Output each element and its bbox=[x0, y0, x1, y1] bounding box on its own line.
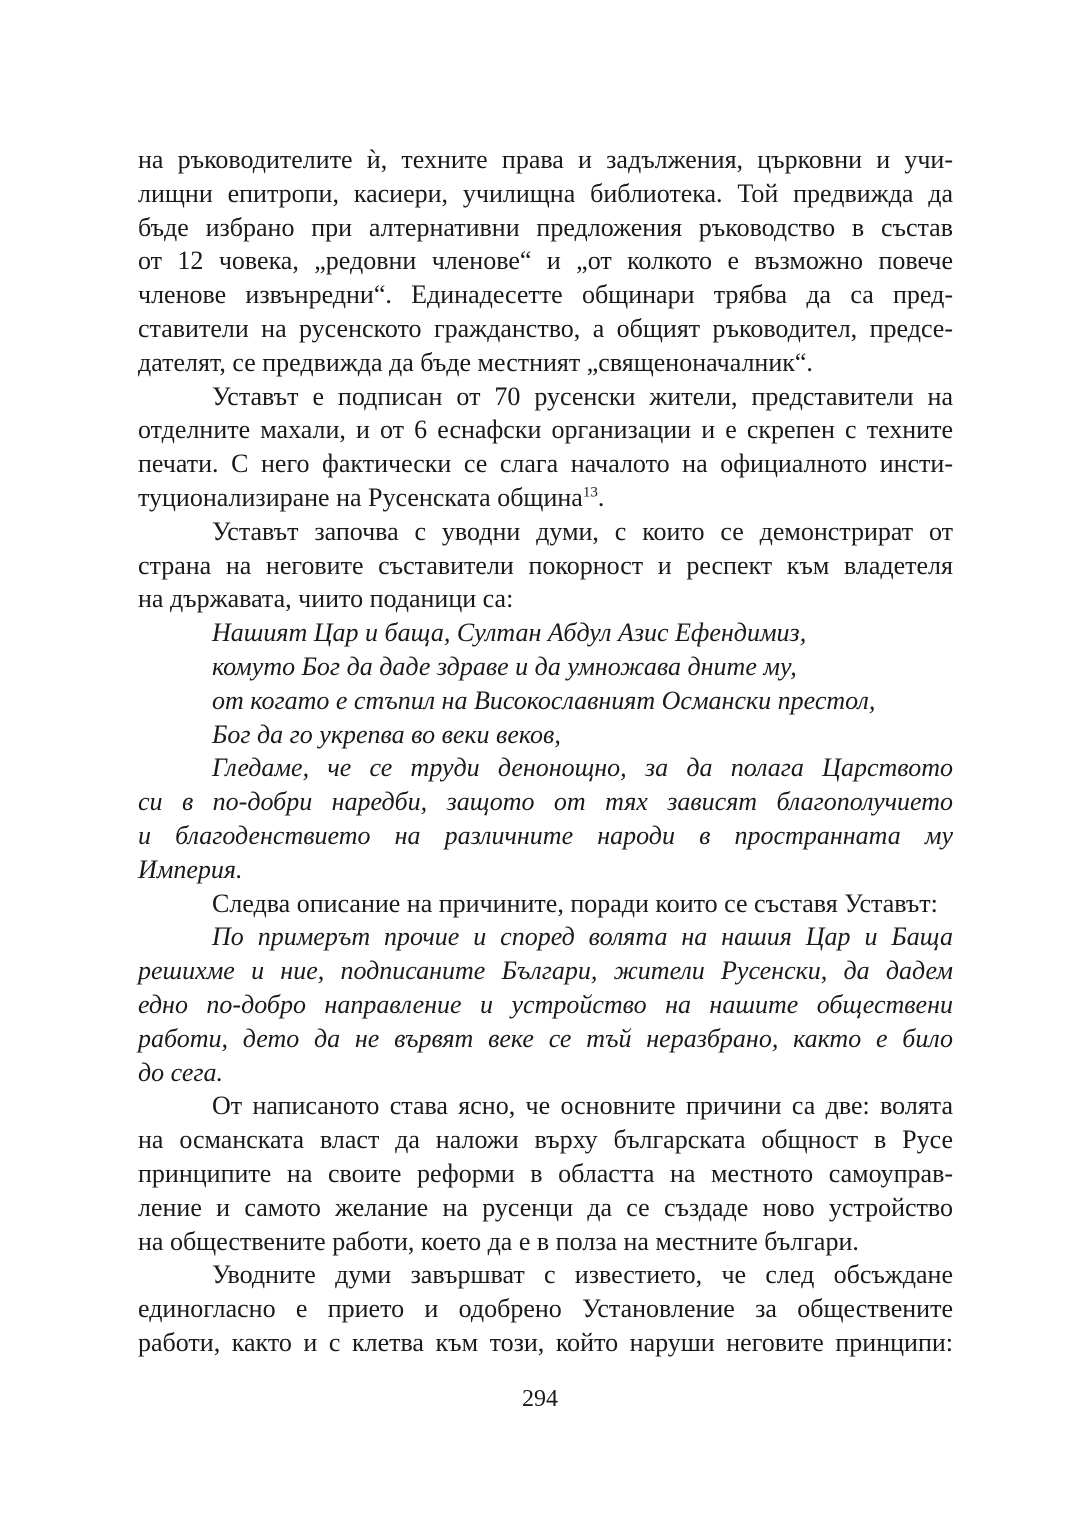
text-line: Следва описание на причините, поради които се съставя Уставът: bbox=[212, 888, 938, 918]
quote-line: Бог да го укрепва во веки веков, bbox=[212, 719, 561, 749]
footnote-reference[interactable]: 13 bbox=[582, 484, 598, 501]
text-line: работи, както и с клетва към този, който наруши неговите принципи: bbox=[138, 1327, 953, 1357]
sentence-end: . bbox=[597, 482, 605, 512]
text-line: печати. С него фактически се слага началото на официалното инсти- bbox=[138, 449, 953, 479]
quote-line: до сега. bbox=[138, 1057, 224, 1087]
quote-line: едно по-добро направление и устройство на нашите обществени bbox=[138, 989, 953, 1019]
quote-line: комуто Бог да даде здраве и да умножава дните му, bbox=[212, 651, 797, 681]
text-line: Уводните думи завършват с известието, че след обсъждане bbox=[212, 1260, 953, 1290]
quote-line: от когато е стъпил на Високославният Османски престол, bbox=[212, 685, 876, 715]
quote-line: Империя. bbox=[138, 854, 243, 884]
quote-line: По примерът прочие и според волята на нашия Цар и Баща bbox=[212, 922, 953, 952]
text-line: на османската власт да наложи върху българската общност в Русе bbox=[138, 1125, 953, 1155]
quote-line: и благоденствието на различните народи в пространната му bbox=[138, 820, 953, 850]
body-text bbox=[138, 143, 953, 1360]
text-line: лищни епитропи, касиери, училищна библиотека. Той предвижда да bbox=[138, 178, 953, 208]
text-line: отделните махали, и от 6 еснафски организации и е скрепен с техните bbox=[138, 415, 953, 445]
text-line: от 12 човека, „редовни членове“ и „от колкото е възможно повече bbox=[138, 246, 953, 276]
text-line: принципите на своите реформи в областта на местното самоуправ- bbox=[138, 1158, 953, 1188]
text-line: членове извънредни“. Единадесетте общинари трябва да са пред- bbox=[138, 280, 953, 310]
text-line: единогласно е прието и одобрено Установление за обществените bbox=[138, 1294, 953, 1324]
text-line-content: туционализиране на Русенската община bbox=[138, 482, 583, 512]
text-line: на обществените работи, което да е в полза на местните българи. bbox=[138, 1226, 859, 1256]
quote-line: работи, дето да не вървят веке се тъй неразбрано, както е било bbox=[138, 1023, 953, 1053]
text-line: Уставът е подписан от 70 русенски жители, представители на bbox=[212, 381, 953, 411]
text-line: страна на неговите съставители покорност и респект към владетеля bbox=[138, 550, 953, 580]
text-line: на ръководителите ѝ, техните права и задължения, църковни и учи- bbox=[138, 145, 953, 174]
text-line bbox=[138, 481, 953, 515]
page-number: 294 bbox=[522, 1386, 558, 1412]
quote-line: Гледаме, че се труди денонощно, за да полага Царството bbox=[212, 753, 953, 783]
text-line: на държавата, чиито поданици са: bbox=[138, 584, 514, 614]
quote-line: си в по-добри наредби, защото от тях зависят благополучието bbox=[138, 787, 953, 817]
quote-line: решихме и ние, подписаните Българи, жители Русенски, да дадем bbox=[138, 956, 953, 986]
text-line: От написаното става ясно, че основните причини са две: волята bbox=[212, 1091, 953, 1121]
text-line: ление и самото желание на русенци да се създаде ново устройство bbox=[138, 1192, 953, 1222]
text-line: бъде избрано при алтернативни предложения ръководство в състав bbox=[138, 212, 953, 242]
text-line: ставители на русенското гражданство, а общият ръководител, предсе- bbox=[138, 313, 953, 343]
text-line: дателят, се предвижда да бъде местният „священоначалник“. bbox=[138, 347, 813, 377]
quote-line: Нашият Цар и баща, Султан Абдул Азис Ефендимиз, bbox=[212, 618, 807, 648]
text-line: Уставът започва с уводни думи, с които се демонстрират от bbox=[212, 516, 953, 546]
